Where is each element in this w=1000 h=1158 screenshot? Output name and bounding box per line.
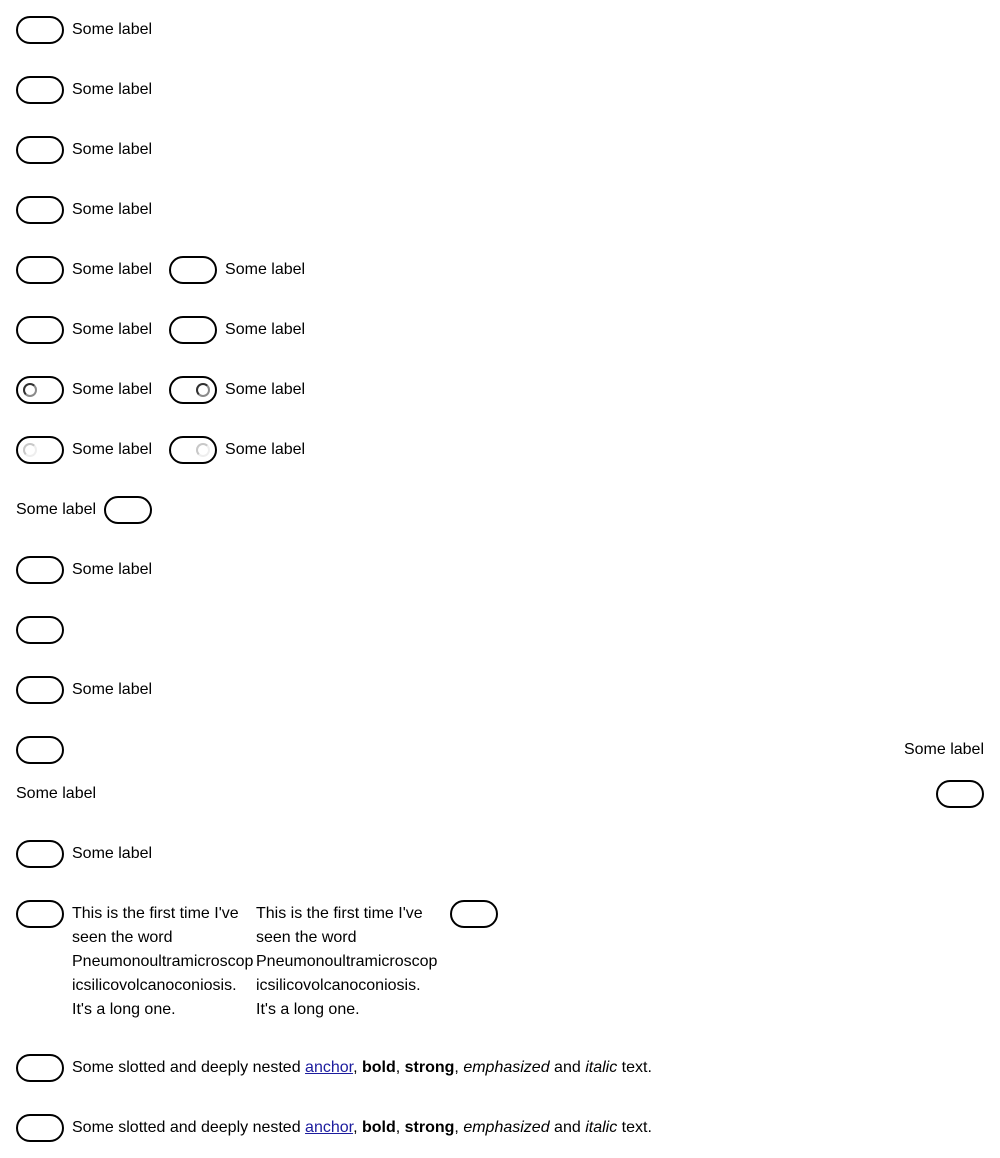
toggle-switch[interactable] xyxy=(16,16,64,44)
switch-row xyxy=(16,76,152,104)
rich-separator: , xyxy=(353,1059,362,1076)
toggle-switch[interactable] xyxy=(16,676,64,704)
rich-emphasized: emphasized xyxy=(463,1119,550,1136)
rich-bold: bold xyxy=(361,1059,396,1076)
rich-separator: , xyxy=(454,1059,464,1076)
switch-long-label: This is the first time I've seen the word Pneumonoultramicroscopicsilicovolcanoconiosis. It's a long one. xyxy=(256,905,438,1018)
toggle-switch[interactable] xyxy=(169,316,217,344)
rich-bold: bold xyxy=(361,1119,396,1136)
toggle-switch[interactable] xyxy=(16,556,64,584)
loading-toggle-switch[interactable] xyxy=(169,376,217,404)
rich-emphasized: emphasized xyxy=(463,1059,550,1076)
switch-row-no-label xyxy=(16,616,64,644)
loading-spinner-icon xyxy=(196,443,210,457)
switch-label: Some label xyxy=(16,501,97,518)
switch-label: Some label xyxy=(16,785,97,802)
rich-prefix: Some slotted and deeply nested xyxy=(72,1119,306,1136)
loading-spinner-icon xyxy=(23,443,37,457)
rich-separator: , xyxy=(395,1119,405,1136)
switch-label: Some label xyxy=(72,81,153,98)
rich-anchor-link[interactable]: anchor xyxy=(305,1059,354,1076)
switch-row xyxy=(16,196,152,224)
toggle-switch[interactable] xyxy=(936,780,984,808)
switch-pair-row xyxy=(16,256,305,284)
toggle-switch[interactable] xyxy=(16,616,64,644)
rich-strong: strong xyxy=(404,1119,455,1136)
switch-row xyxy=(16,676,152,704)
toggle-switch[interactable] xyxy=(16,76,64,104)
switch-pair-row xyxy=(16,436,305,464)
switch-row xyxy=(16,840,152,868)
switch-row xyxy=(16,556,152,584)
toggle-switch[interactable] xyxy=(16,196,64,224)
rich-separator: , xyxy=(353,1119,362,1136)
toggle-switch[interactable] xyxy=(16,1114,64,1142)
toggle-switch[interactable] xyxy=(16,256,64,284)
loading-spinner-icon xyxy=(23,383,37,397)
toggle-switch[interactable] xyxy=(104,496,152,524)
switch-row xyxy=(16,16,152,44)
rich-suffix: text. xyxy=(617,1059,652,1076)
switch-rich-label xyxy=(72,1056,652,1080)
toggle-switch[interactable] xyxy=(16,840,64,868)
rich-separator: , xyxy=(454,1119,464,1136)
switch-label: Some label xyxy=(72,681,153,698)
rich-prefix: Some slotted and deeply nested xyxy=(72,1059,306,1076)
switch-label: Some label xyxy=(72,21,153,38)
rich-strong: strong xyxy=(404,1059,455,1076)
toggle-switch[interactable] xyxy=(450,900,498,928)
rich-italic: italic xyxy=(585,1119,618,1136)
toggle-switch[interactable] xyxy=(169,256,217,284)
switch-label: Some label xyxy=(72,381,153,398)
switch-label: Some label xyxy=(903,741,984,758)
switch-row xyxy=(16,136,152,164)
switch-pair-row xyxy=(16,376,305,404)
switch-label: Some label xyxy=(72,321,153,338)
switch-label: Some label xyxy=(72,441,153,458)
switch-row-spread-reverse xyxy=(16,780,984,808)
switch-label: Some label xyxy=(72,845,153,862)
loading-spinner-icon xyxy=(196,383,210,397)
rich-separator: and xyxy=(549,1119,586,1136)
switch-label: Some label xyxy=(225,441,306,458)
rich-italic: italic xyxy=(585,1059,618,1076)
loading-toggle-switch[interactable] xyxy=(16,376,64,404)
switch-label: Some label xyxy=(225,261,306,278)
rich-anchor-link[interactable]: anchor xyxy=(305,1119,354,1136)
disabled-loading-toggle-switch[interactable] xyxy=(169,436,217,464)
switch-rich-label xyxy=(72,1116,652,1140)
disabled-loading-toggle-switch[interactable] xyxy=(16,436,64,464)
toggle-switch[interactable] xyxy=(16,1054,64,1082)
rich-separator: and xyxy=(549,1059,586,1076)
toggle-switch[interactable] xyxy=(16,736,64,764)
switch-long-label: This is the first time I've seen the word Pneumonoultramicroscopicsilicovolcanoconiosis. It's a long one. xyxy=(72,905,254,1018)
switch-label: Some label xyxy=(72,141,153,158)
toggle-switch[interactable] xyxy=(16,136,64,164)
switch-row-long-text xyxy=(16,900,498,1022)
switch-label: Some label xyxy=(225,321,306,338)
switch-row-rich xyxy=(16,1114,652,1142)
toggle-switch[interactable] xyxy=(16,316,64,344)
toggle-switch[interactable] xyxy=(16,900,64,928)
switch-label: Some label xyxy=(72,561,153,578)
switch-label: Some label xyxy=(72,201,153,218)
switch-label: Some label xyxy=(225,381,306,398)
switch-row-spread xyxy=(16,736,984,764)
switch-row-label-start xyxy=(16,496,152,524)
switch-label: Some label xyxy=(72,261,153,278)
switch-pair-row xyxy=(16,316,305,344)
rich-suffix: text. xyxy=(617,1119,652,1136)
rich-separator: , xyxy=(395,1059,405,1076)
switch-row-rich xyxy=(16,1054,652,1082)
